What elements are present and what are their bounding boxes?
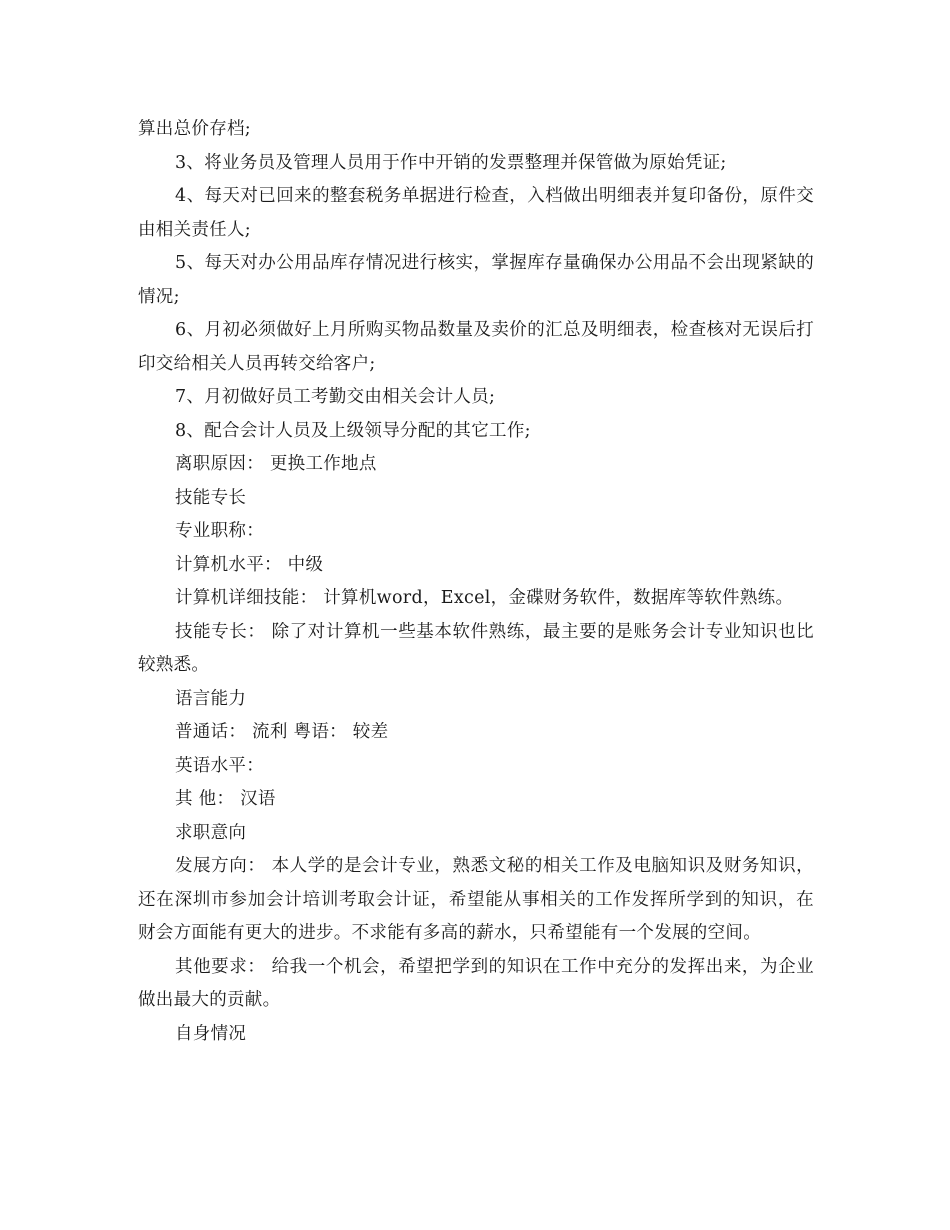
field-development-direction: 发展方向： 本人学的是会计专业，熟悉文秘的相关工作及电脑知识及财务知识，还在深圳市参加会计培训考取会计证，希望能从事相关的工作发挥所学到的知识，在财会方面能有更大的进步。不求能有多高的薪水，只希望能有一个发展的空间。 xyxy=(138,856,814,943)
paragraph-duty-4: 4、每天对已回来的整套税务单据进行检查，入档做出明细表并复印备份，原件交由相关责任人; xyxy=(138,186,814,240)
field-professional-title: 专业职称： xyxy=(175,521,264,541)
field-other-requirements: 其他要求： 给我一个机会，希望把学到的知识在工作中充分的发挥出来，为企业做出最大的贡献。 xyxy=(138,956,814,1010)
paragraph-duty-5: 5、每天对办公用品库存情况进行核实，掌握库存量确保办公用品不会出现紧缺的情况; xyxy=(138,253,814,307)
field-mandarin-cantonese: 普通话： 流利 粤语： 较差 xyxy=(175,722,389,742)
field-other-language: 其 他： 汉语 xyxy=(175,789,276,809)
section-heading-job-intent: 求职意向 xyxy=(175,822,247,843)
section-heading-language: 语言能力 xyxy=(175,688,247,709)
field-english-level: 英语水平： xyxy=(175,755,264,776)
paragraph-duty-3: 3、将业务员及管理人员用于作中开销的发票整理并保管做为原始凭证; xyxy=(175,152,727,173)
paragraph-total-price: 算出总价存档; xyxy=(138,119,251,139)
section-heading-personal: 自身情况 xyxy=(175,1023,247,1044)
paragraph-duty-8: 8、配合会计人员及上级领导分配的其它工作; xyxy=(175,420,531,441)
field-computer-skills: 计算机详细技能： 计算机word，Excel，金碟财务软件，数据库等软件熟练。 xyxy=(175,588,794,608)
paragraph-duty-7: 7、月初做好员工考勤交由相关会计人员; xyxy=(175,387,496,407)
paragraph-duty-6: 6、月初必须做好上月所购买物品数量及卖价的汇总及明细表，检查核对无误后打印交给相关人员再转交给客户; xyxy=(138,320,814,374)
section-heading-skills: 技能专长 xyxy=(175,487,247,508)
paragraph-leave-reason: 离职原因： 更换工作地点 xyxy=(175,454,377,474)
document-body xyxy=(138,113,814,1051)
field-skill-specialty: 技能专长： 除了对计算机一些基本软件熟练，最主要的是账务会计专业知识也比较熟悉。 xyxy=(138,621,814,675)
field-computer-level: 计算机水平： 中级 xyxy=(175,554,324,575)
